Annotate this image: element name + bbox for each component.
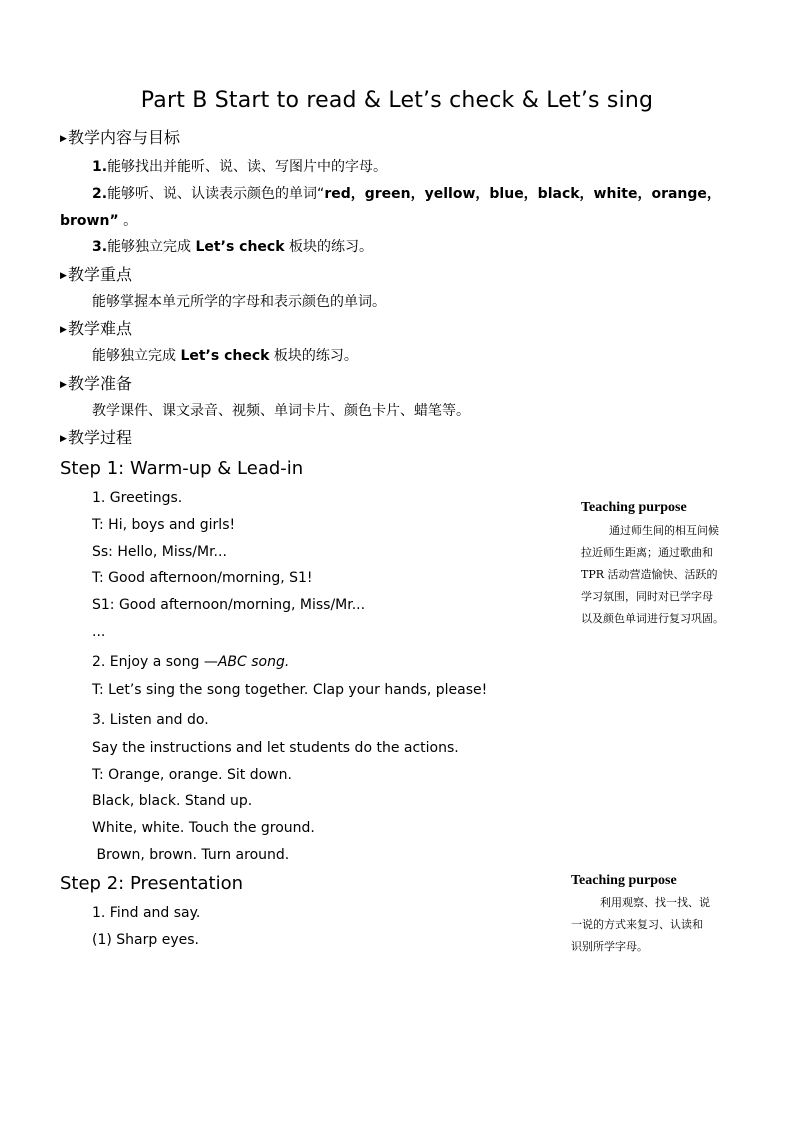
bullet-triangle-icon: ▶ xyxy=(60,380,67,390)
section-heading-keypoints xyxy=(60,264,132,287)
step2-line: 1. Find and say. xyxy=(92,905,201,921)
bullet-triangle-icon: ▶ xyxy=(60,271,67,281)
step1-line: S1: Good afternoon/morning, Miss/Mr... xyxy=(92,597,366,613)
step1-line: 3. Listen and do. xyxy=(92,712,209,728)
goal-item-2 xyxy=(92,184,721,204)
section-heading-label: 教学内容与目标 xyxy=(68,128,181,147)
lets-check-label: Let’s check xyxy=(195,239,285,255)
step1-line: ... xyxy=(92,624,106,640)
page-title: Part B Start to read & Let’s check & Let’s sing xyxy=(140,88,654,113)
difficulty-text-a: 能够独立完成 xyxy=(92,348,181,364)
section-heading-label: 教学过程 xyxy=(68,428,133,447)
step2-line: (1) Sharp eyes. xyxy=(92,932,199,948)
step1-title: Step 1: Warm-up & Lead-in xyxy=(60,458,304,479)
goal-text-end: 板块的练习。 xyxy=(284,239,373,255)
step1-line: T: Good afternoon/morning, S1! xyxy=(92,570,313,586)
teaching-purpose-line: 识别所学字母。 xyxy=(571,940,648,953)
teaching-purpose-line: TPR 活动营造愉快、活跃的 xyxy=(581,568,718,581)
step1-song-line xyxy=(92,652,289,672)
bullet-triangle-icon: ▶ xyxy=(60,434,67,444)
lets-check-label: Let’s check xyxy=(180,348,270,364)
bullet-triangle-icon: ▶ xyxy=(60,134,67,144)
keypoints-text: 能够掌握本单元所学的字母和表示颜色的单词。 xyxy=(92,294,386,310)
teaching-purpose-line: 一说的方式来复习、认读和 xyxy=(571,918,703,931)
teaching-purpose-line: 通过师生间的相互问候 xyxy=(609,524,719,537)
bullet-triangle-icon: ▶ xyxy=(60,325,67,335)
difficulty-text xyxy=(92,346,358,366)
step1-line: T: Hi, boys and girls! xyxy=(92,517,236,533)
goal-text: 能够听、说、认读表示颜色的单词“ xyxy=(107,186,325,202)
goal-text: 能够找出并能听、说、读、写图片中的字母。 xyxy=(107,159,388,175)
section-heading-content xyxy=(60,127,180,150)
goal-text-end: 。 xyxy=(118,213,138,229)
goal-number: 3. xyxy=(92,239,108,255)
section-heading-prep xyxy=(60,373,132,396)
step1-line: T: Let’s sing the song together. Clap your hands, please! xyxy=(92,682,488,698)
song-name: ABC song. xyxy=(217,654,290,670)
goal-item-2-continued xyxy=(60,211,137,231)
step1-line: Brown, brown. Turn around. xyxy=(92,847,290,863)
difficulty-text-b: 板块的练习。 xyxy=(269,348,358,364)
step1-line: 1. Greetings. xyxy=(92,490,183,506)
teaching-purpose-line: 利用观察、找一找、说 xyxy=(600,896,710,909)
teaching-purpose-title: Teaching purpose xyxy=(581,500,687,515)
section-heading-label: 教学重点 xyxy=(68,265,133,284)
song-intro: 2. Enjoy a song — xyxy=(92,654,218,670)
section-heading-label: 教学难点 xyxy=(68,319,133,338)
teaching-purpose-title: Teaching purpose xyxy=(571,873,677,888)
color-words-end: brown” xyxy=(60,213,119,229)
step1-line: Say the instructions and let students do the actions. xyxy=(92,740,459,756)
prep-text: 教学课件、课文录音、视频、单词卡片、颜色卡片、蜡笔等。 xyxy=(92,403,470,419)
step1-line: White, white. Touch the ground. xyxy=(92,820,315,836)
goal-number: 2. xyxy=(92,186,108,202)
step1-line: T: Orange, orange. Sit down. xyxy=(92,767,292,783)
teaching-purpose-line: 拉近师生距离；通过歌曲和 xyxy=(581,546,713,559)
teaching-purpose-line: 学习氛围，同时对已学字母 xyxy=(581,590,713,603)
section-heading-process xyxy=(60,427,132,450)
step2-title: Step 2: Presentation xyxy=(60,873,243,894)
section-heading-label: 教学准备 xyxy=(68,374,133,393)
step1-line: Black, black. Stand up. xyxy=(92,793,253,809)
goal-number: 1. xyxy=(92,159,108,175)
goal-item-1 xyxy=(92,157,387,177)
teaching-purpose-line: 以及颜色单词进行复习巩固。 xyxy=(581,612,724,625)
section-heading-difficulty xyxy=(60,318,132,341)
goal-item-3 xyxy=(92,237,373,257)
step1-line: Ss: Hello, Miss/Mr... xyxy=(92,544,227,560)
goal-text: 能够独立完成 xyxy=(107,239,196,255)
color-words: red，green，yellow，blue，black，white，orange， xyxy=(324,186,721,202)
